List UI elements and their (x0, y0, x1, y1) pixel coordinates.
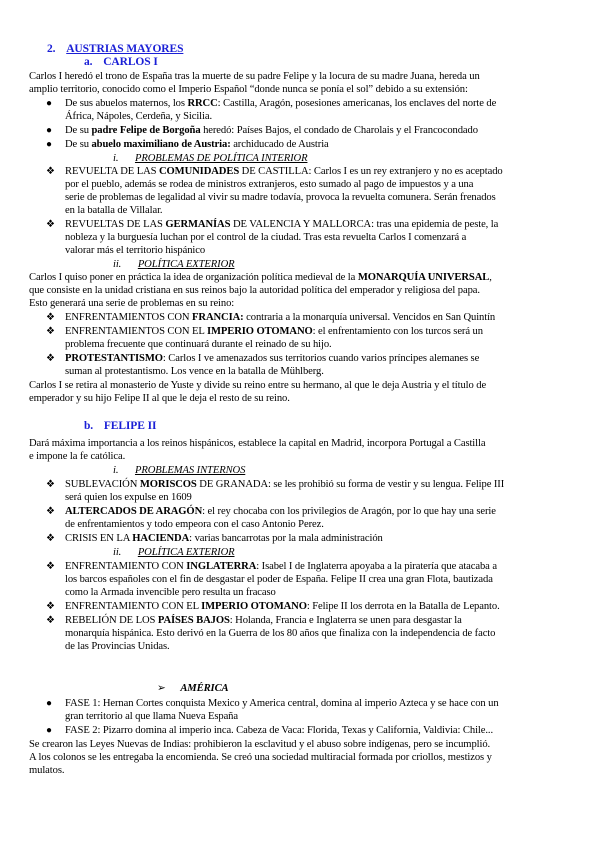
list-item-continuation: serie de problemas de legalidad al vivir su madre todavía, provoca la revuelta comunera. Serán frenados (65, 192, 496, 203)
list-item-continuation: monarquía hispánica. Esto derivó en la Guerra de los 80 años que finaliza con la independencia de facto (65, 628, 496, 639)
subheading-exterior: ii. POLÍTICA EXTERIOR (113, 259, 235, 270)
bullet-diamond-icon: ❖ (46, 615, 55, 626)
list-item-rrcc: De sus abuelos maternos, los RRCC: Castilla, Aragón, posesiones americanas, los enclaves del norte de (65, 98, 497, 109)
bullet-diamond-icon: ❖ (46, 312, 55, 323)
bullet-dot-icon: ● (46, 125, 53, 136)
paragraph-line: e impone la fe católica. (29, 451, 126, 462)
list-item-fase-1: FASE 1: Hernan Cortes conquista Mexico y America central, domina al imperio Azteca y se hace con un (65, 698, 499, 709)
heading-title: CARLOS I (103, 56, 158, 68)
subheading-interior: i. PROBLEMAS DE POLÍTICA INTERIOR (113, 153, 308, 164)
paragraph-line: Carlos I heredó el trono de España tras la muerte de su padre Felipe y la locura de su madre Juana, hereda un (29, 71, 480, 82)
heading-number: 2. (47, 43, 56, 55)
paragraph-line: Esto generará una serie de problemas en su reino: (29, 298, 235, 309)
paragraph-line: amplio territorio, conocido como el Imperio Español “donde nunca se ponía el sol” debido a su extensión: (29, 84, 468, 95)
bullet-diamond-icon: ❖ (46, 479, 55, 490)
bullet-diamond-icon: ❖ (46, 601, 55, 612)
paragraph-line: mulatos. (29, 765, 65, 776)
list-item-felipe-borgona: De su padre Felipe de Borgoña heredó: Países Bajos, el condado de Charolais y el Francocondado (65, 125, 478, 136)
subsection-heading-felipe: b. FELIPE II (84, 420, 157, 432)
list-item-continuation: gran territorio al que llama Nueva España (65, 711, 238, 722)
paragraph-monarquia: Carlos I quiso poner en práctica la idea de organización política medieval de la MONARQUÍA UNIVERSAL, (29, 272, 492, 283)
list-item-continuation: los barcos españoles con el fin de desgastar el poder de España. Felipe II crea una gran Flota, bautizada (65, 574, 493, 585)
paragraph-line: emperador y su hijo Felipe II al que le deja el resto de su reino. (29, 393, 290, 404)
list-item-paises-bajos: REBELIÓN DE LOS PAÍSES BAJOS: Holanda, Francia e Inglaterra se unen para desgastar la (65, 615, 462, 626)
list-item-germanias: REVUELTAS DE LAS GERMANÍAS DE VALENCIA Y MALLORCA: tras una epidemia de peste, la (65, 219, 499, 230)
list-item-francia: ENFRENTAMIENTOS CON FRANCIA: contraria a la monarquía universal. Vencidos en San Quintín (65, 312, 496, 323)
bullet-diamond-icon: ❖ (46, 219, 55, 230)
paragraph-line: Carlos I se retira al monasterio de Yuste y divide su reino entre su hermano, al que le deja Austria y el título de (29, 380, 487, 391)
paragraph-line: A los colonos se les entregaba la encomienda. Se creó una sociedad multiracial formada por criollos, mestizos y (29, 752, 492, 763)
paragraph-line: Dará máxima importancia a los reinos hispánicos, establece la capital en Madrid, incorpora Portugal a Castilla (29, 438, 486, 449)
list-item-moriscos: SUBLEVACIÓN MORISCOS DE GRANADA: se les prohibió su forma de vestir y su lengua. Felipe III (65, 479, 505, 490)
list-item-hacienda: CRISIS EN LA HACIENDA: varias bancarrotas por la mala administración (65, 533, 383, 544)
section-heading-america: ➢ AMÉRICA (157, 683, 229, 694)
bullet-dot-icon: ● (46, 698, 53, 709)
arrow-icon: ➢ (157, 683, 166, 694)
bullet-diamond-icon: ❖ (46, 353, 55, 364)
list-item-continuation: problema frecuente que continuará durante el reinado de su hijo. (65, 339, 332, 350)
bullet-diamond-icon: ❖ (46, 533, 55, 544)
bullet-diamond-icon: ❖ (46, 506, 55, 517)
list-item-fase-2: FASE 2: Pizarro domina al imperio inca. Cabeza de Vaca: Florida, Texas y California, Valdivia: Chile... (65, 725, 494, 736)
list-item-maximiliano: De su abuelo maximiliano de Austria: archiducado de Austria (65, 139, 329, 150)
list-item-continuation: en la batalla de Villalar. (65, 205, 163, 216)
subheading-internos: i. PROBLEMAS INTERNOS (113, 465, 246, 476)
heading-title: AUSTRIAS MAYORES (66, 43, 184, 55)
list-item-continuation: suman al protestantismo. Los vence en la batalla de Mühlberg. (65, 366, 324, 377)
heading-number: a. (84, 56, 93, 68)
list-item-continuation: como la Armada invencible pero resulta un fracaso (65, 587, 276, 598)
list-item-continuation: por el pueblo, además se rodea de ministros extranjeros, esto sumado al pago de impuestos y a una (65, 179, 474, 190)
list-item-otomano-2: ENFRENTAMIENTO CON EL IMPERIO OTOMANO: Felipe II los derrota en la Batalla de Lepanto. (65, 601, 500, 612)
bullet-dot-icon: ● (46, 98, 53, 109)
list-item-continuation: será quien los expulse en 1609 (65, 492, 192, 503)
list-item-continuation: valorar más el territorio hispánico (65, 245, 206, 256)
subsection-heading-carlos (84, 56, 158, 69)
subheading-exterior-2: ii. POLÍTICA EXTERIOR (113, 547, 235, 558)
list-item-aragon: ALTERCADOS DE ARAGÓN: el rey chocaba con los privilegios de Aragón, por lo que hay una serie (65, 506, 496, 517)
list-item-continuation: nobleza y la burguesía luchan por el control de la ciudad. Tras esta revuelta Carlos I comenzará a (65, 232, 467, 243)
bullet-diamond-icon: ❖ (46, 326, 55, 337)
list-item-inglaterra: ENFRENTAMIENTO CON INGLATERRA: Isabel I de Inglaterra apoyaba a la piratería que atacaba a (65, 561, 497, 572)
list-item-continuation: de las Provincias Unidas. (65, 641, 170, 652)
section-heading-austrias (47, 43, 183, 56)
list-item-otomano: ENFRENTAMIENTOS CON EL IMPERIO OTOMANO: el enfrentamiento con los turcos será un (65, 326, 483, 337)
bullet-diamond-icon: ❖ (46, 561, 55, 572)
bullet-diamond-icon: ❖ (46, 166, 55, 177)
paragraph-line: que consiste en la unidad cristiana en sus reinos bajo la autoridad política del emperador y religiosa del papa. (29, 285, 480, 296)
list-item-continuation: de enfrentamientos y todo empeora con el caso Antonio Perez. (65, 519, 324, 530)
list-item-continuation: África, Nápoles, Cerdeña, y Sicilia. (65, 111, 213, 122)
bullet-dot-icon: ● (46, 725, 53, 736)
paragraph-line: Se crearon las Leyes Nuevas de Indias: prohibieron la esclavitud y el abuso sobre indígenas, pero se incumplió. (29, 739, 491, 750)
list-item-comunidades: REVUELTA DE LAS COMUNIDADES DE CASTILLA: Carlos I es un rey extranjero y no es aceptado (65, 166, 503, 177)
list-item-protestantismo: PROTESTANTISMO: Carlos I ve amenazados sus territorios cuando varios príncipes alemanes se (65, 353, 480, 364)
bullet-dot-icon: ● (46, 139, 53, 150)
